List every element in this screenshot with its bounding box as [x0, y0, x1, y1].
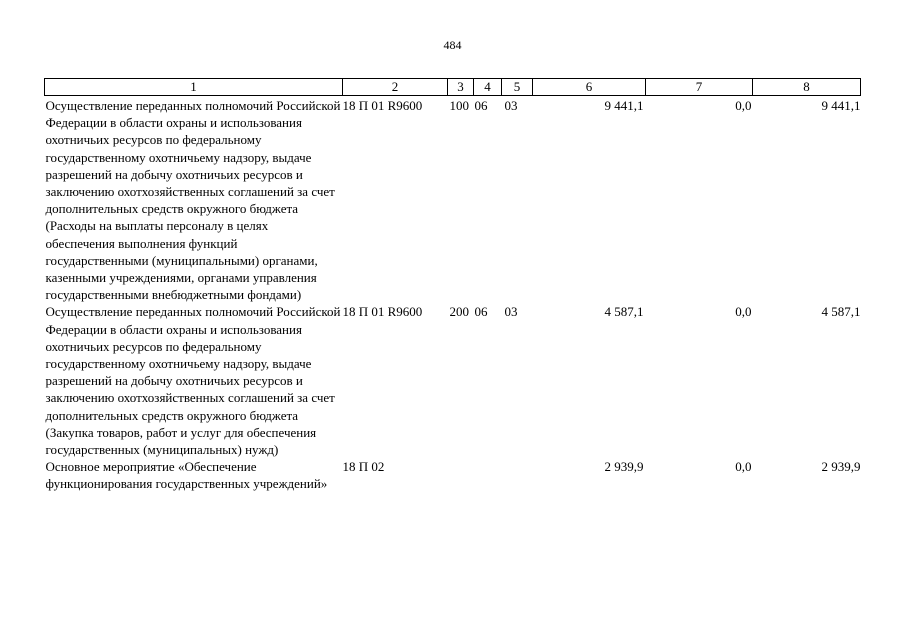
row-expense-type: 200	[449, 304, 469, 320]
header-cell-5: 5	[502, 79, 533, 96]
table-header	[45, 79, 861, 96]
row-sum-col7: 0,0	[735, 459, 752, 475]
header-cell-1: 1	[45, 79, 343, 96]
row-target-article: 18 П 01 R9600	[342, 304, 423, 320]
row-sum-col8: 4 587,1	[821, 304, 861, 320]
header-row	[45, 79, 861, 96]
row-sum-col6: 9 441,1	[604, 98, 644, 113]
budget-table	[44, 78, 861, 493]
row-sum-col6: 2 939,9	[604, 459, 644, 475]
row-section: 06	[474, 304, 488, 320]
header-cell-7: 7	[646, 79, 753, 96]
row-name: Основное мероприятие «Обеспечение функционирования государственных учреждений»	[45, 459, 328, 492]
row-subsection: 03	[504, 98, 518, 113]
table-row	[45, 96, 861, 304]
row-sum-col6: 4 587,1	[604, 304, 644, 320]
header-cell-6: 6	[533, 79, 646, 96]
row-target-article: 18 П 01 R9600	[342, 98, 423, 113]
row-expense-type: 100	[449, 98, 469, 113]
row-sum-col7: 0,0	[735, 304, 752, 320]
row-sum-col8: 2 939,9	[821, 459, 861, 475]
row-section: 06	[474, 98, 488, 113]
row-subsection	[502, 458, 533, 492]
row-target-article: 18 П 02	[342, 459, 385, 475]
row-expense-type	[448, 458, 474, 492]
header-cell-3: 3	[448, 79, 474, 96]
header-cell-4: 4	[474, 79, 502, 96]
table-row	[45, 458, 861, 492]
row-sum-col7: 0,0	[735, 98, 752, 113]
table-row	[45, 303, 861, 458]
row-section	[474, 458, 502, 492]
page-number: 484	[443, 38, 462, 52]
header-cell-2: 2	[343, 79, 448, 96]
table-body	[45, 96, 861, 493]
row-name: Осуществление переданных полномочий Российской Федерации в области охраны и использования охотничьих ресурсов по федеральному государственному охотничьему надзору, выдаче разрешений на добычу охотничьих ресурсов и заключению охотхозяйственных соглашений за счет дополнительных средств окружного бюджета (Закупка товаров, работ и услуг для обеспечения государственных (муниципальных) нужд)	[45, 304, 341, 458]
row-subsection: 03	[504, 304, 518, 320]
row-name: Осуществление переданных полномочий Российской Федерации в области охраны и использования охотничьих ресурсов по федеральному государственному охотничьему надзору, выдаче разрешений на добычу охотничьих ресурсов и заключению охотхозяйственных соглашений за счет дополнительных средств окружного бюджета (Расходы на выплаты персоналу в целях обеспечения выполнения функций государственными (муниципальными) органами, казенными учреждениями, органами управления государственными внебюджетными фондами)	[45, 98, 341, 303]
row-sum-col8: 9 441,1	[821, 98, 861, 113]
header-cell-8: 8	[753, 79, 861, 96]
